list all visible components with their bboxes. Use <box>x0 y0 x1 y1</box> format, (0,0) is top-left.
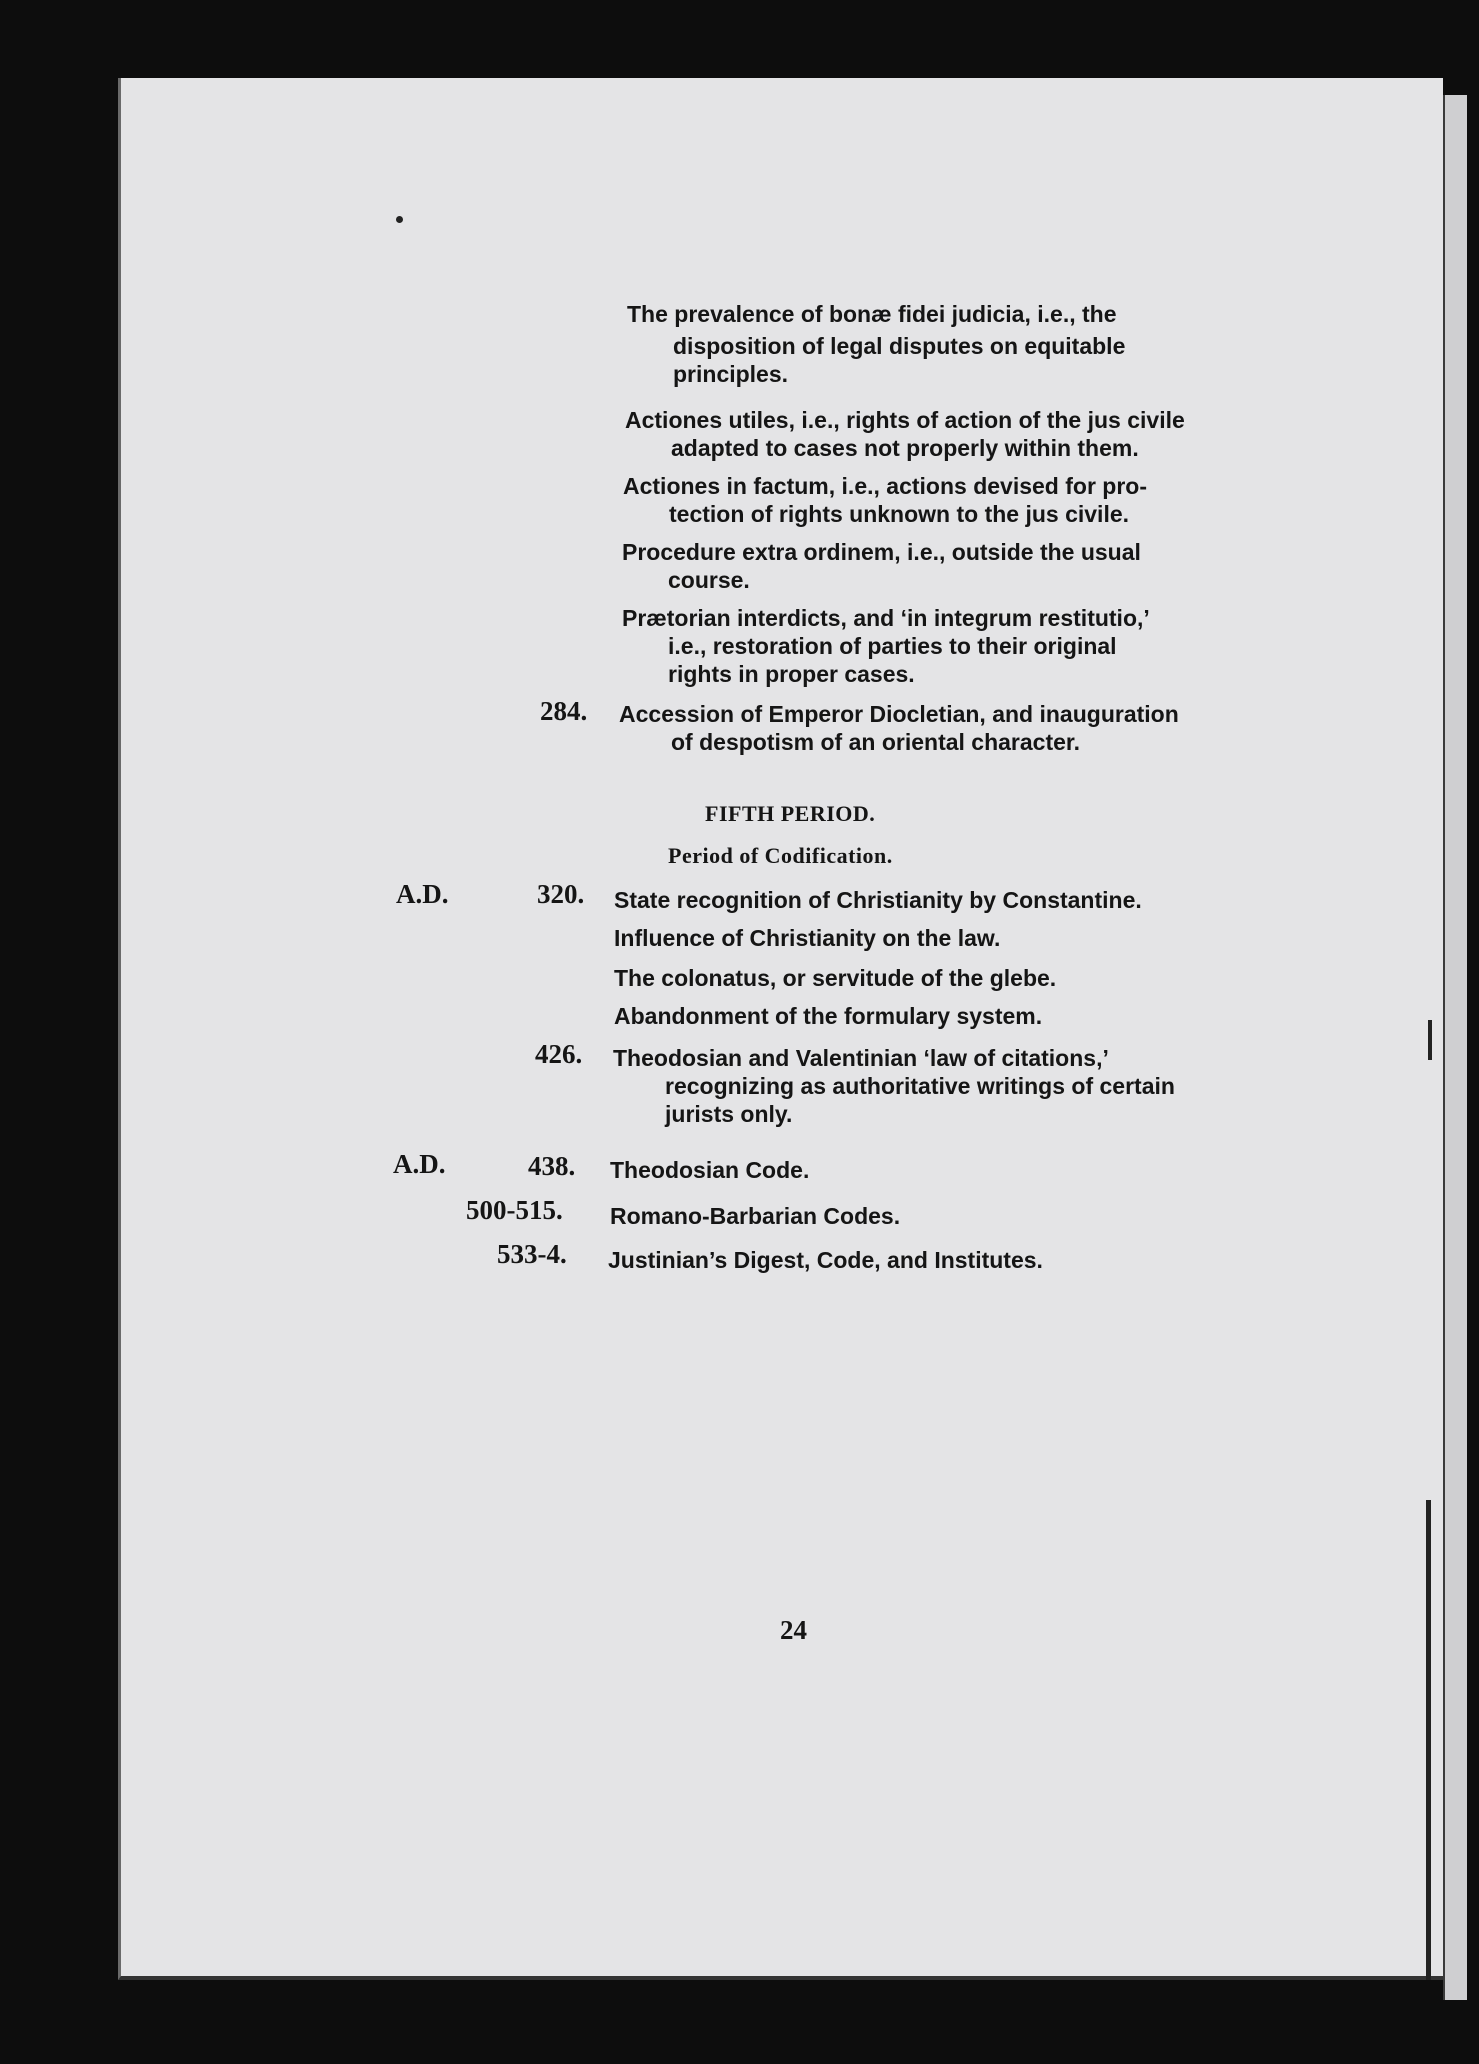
spine-mark <box>1426 1500 1431 1980</box>
spine-mark <box>1428 1020 1432 1060</box>
entry-actiones-utiles: Actiones utiles, i.e., rights of action of the jus civile adapted to cases not properly within them. <box>625 407 1185 461</box>
entry-284: Accession of Emperor Diocletian, and inauguration of despotism of an oriental character. <box>619 701 1179 755</box>
year-533-4: 533-4. <box>497 1239 567 1269</box>
entry-438: Theodosian Code. <box>610 1157 810 1183</box>
year-320: 320. <box>537 879 585 909</box>
year-438: 438. <box>528 1151 576 1181</box>
speck <box>396 216 403 223</box>
section-subheading: Period of Codification. <box>668 843 893 868</box>
era-label: A.D. <box>396 879 449 909</box>
year-426: 426. <box>535 1039 583 1069</box>
entry-320: State recognition of Christianity by Constantine. <box>614 887 1142 913</box>
page-number: 24 <box>780 1615 807 1645</box>
entry-influence-christianity: Influence of Christianity on the law. <box>614 925 1001 951</box>
entry-formulary-system: Abandonment of the formulary system. <box>614 1003 1043 1029</box>
year-284: 284. <box>540 696 588 726</box>
year-500-515: 500-515. <box>466 1195 563 1225</box>
facing-page-edge <box>1443 95 1467 2000</box>
entry-praetorian-interdicts: Prætorian interdicts, and ‘in integrum restitutio,’ i.e., restoration of parties to their original rights in proper cases. <box>622 605 1150 687</box>
entry-426: Theodosian and Valentinian ‘law of citations,’ recognizing as authoritative writings of certain jurists only. <box>613 1045 1175 1127</box>
section-heading: FIFTH PERIOD. <box>705 801 876 826</box>
entry-bonae-fidei: The prevalence of bonæ fidei judicia, i.e., the disposition of legal disputes on equitable principles. <box>627 301 1126 387</box>
entry-actiones-in-factum: Actiones in factum, i.e., actions devised for pro- tection of rights unknown to the jus civile. <box>623 473 1147 527</box>
entry-colonatus: The colonatus, or servitude of the glebe. <box>614 965 1057 991</box>
entry-533-4: Justinian’s Digest, Code, and Institutes. <box>608 1247 1043 1273</box>
era-label: A.D. <box>393 1149 446 1179</box>
entry-500-515: Romano-Barbarian Codes. <box>610 1203 901 1229</box>
entry-procedure-extra-ordinem: Procedure extra ordinem, i.e., outside the usual course. <box>622 539 1141 593</box>
